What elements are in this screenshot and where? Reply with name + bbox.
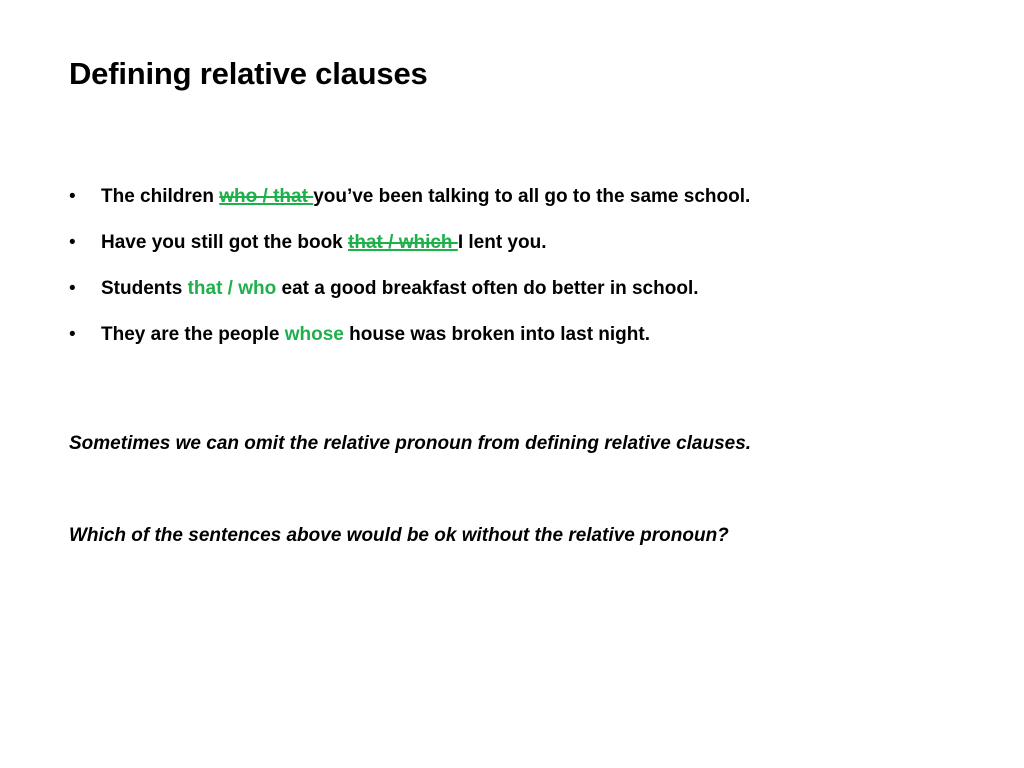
slide-title: Defining relative clauses xyxy=(69,56,428,91)
sentence-text-after: house was broken into last night. xyxy=(343,324,651,345)
sentence-item-3 xyxy=(69,276,969,302)
sentence-item-1 xyxy=(69,184,969,210)
bullet-icon: • xyxy=(69,278,76,299)
sentence-text-before: The children xyxy=(101,186,220,207)
question-prompt: Which of the sentences above would be ok without the relative pronoun? xyxy=(69,525,729,546)
sentence-text-before: Students xyxy=(101,278,188,299)
bullet-icon: • xyxy=(69,186,76,207)
sentence-text-before: They are the people xyxy=(101,324,285,345)
sentence-item-2 xyxy=(69,230,969,256)
bullet-icon: • xyxy=(69,232,76,253)
sentence-item-4 xyxy=(69,322,969,348)
crossed-out-pronoun: that / which xyxy=(348,232,458,253)
bullet-icon: • xyxy=(69,324,76,345)
relative-pronoun: whose xyxy=(284,324,344,345)
sentence-text-after: you’ve been talking to all go to the same school. xyxy=(313,186,751,207)
crossed-out-pronoun: who / that xyxy=(219,186,314,207)
sentence-text-after: I lent you. xyxy=(457,232,547,253)
relative-pronoun: that / who xyxy=(187,278,277,299)
sentence-text-after: eat a good breakfast often do better in school. xyxy=(276,278,699,299)
sentence-list xyxy=(69,184,969,368)
sentence-text-before: Have you still got the book xyxy=(101,232,349,253)
omission-note: Sometimes we can omit the relative pronoun from defining relative clauses. xyxy=(69,433,752,454)
